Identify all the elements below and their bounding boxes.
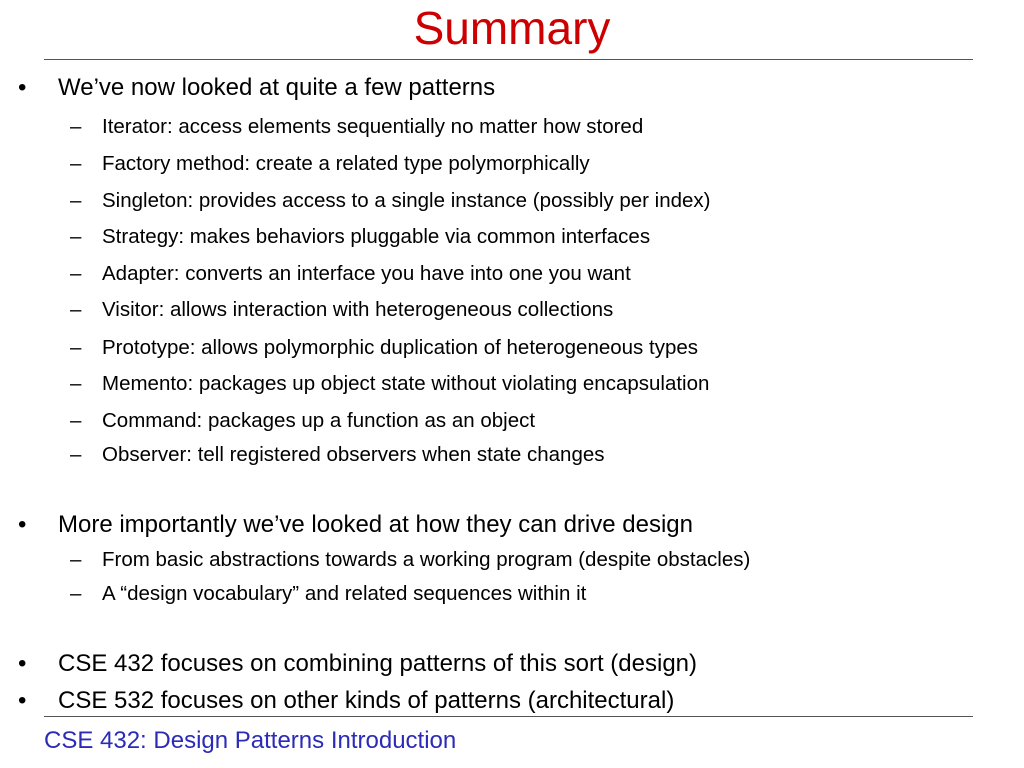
sub-bullet-item	[70, 442, 605, 468]
sub-bullet-item	[70, 151, 590, 177]
bullet-item	[18, 510, 693, 540]
sub-bullet-marker: –	[70, 548, 82, 571]
sub-bullet-marker: –	[70, 152, 82, 175]
sub-bullet-item	[70, 335, 698, 361]
sub-bullet-item	[70, 114, 643, 140]
sub-bullet-marker: –	[70, 443, 82, 466]
bullet-marker: •	[18, 650, 27, 677]
sub-bullet-marker: –	[70, 372, 82, 395]
sub-bullet-item	[70, 261, 631, 287]
sub-bullet-marker: –	[70, 262, 82, 285]
slide-footer: CSE 432: Design Patterns Introduction	[44, 727, 457, 754]
slide-title: Summary	[413, 2, 611, 54]
sub-bullet-item	[70, 547, 750, 573]
sub-bullet-item	[70, 188, 711, 214]
sub-bullet-item	[70, 408, 535, 434]
footer-divider	[44, 716, 973, 717]
sub-bullet-text: Iterator: access elements sequentially no matter how stored	[102, 115, 644, 138]
sub-bullet-text: Adapter: converts an interface you have into one you want	[102, 262, 631, 285]
sub-bullet-marker: –	[70, 189, 82, 212]
bullet-item	[18, 649, 697, 679]
bullet-text: CSE 432 focuses on combining patterns of this sort (design)	[58, 650, 697, 677]
sub-bullet-marker: –	[70, 582, 82, 605]
title-divider	[44, 59, 973, 60]
sub-bullet-text: Prototype: allows polymorphic duplication of heterogeneous types	[102, 336, 698, 359]
bullet-marker: •	[18, 687, 27, 714]
sub-bullet-item	[70, 371, 709, 397]
sub-bullet-text: Strategy: makes behaviors pluggable via common interfaces	[102, 225, 651, 248]
sub-bullet-marker: –	[70, 336, 82, 359]
sub-bullet-text: Visitor: allows interaction with heterogeneous collections	[102, 298, 614, 321]
sub-bullet-text: Singleton: provides access to a single instance (possibly per index)	[102, 189, 711, 212]
bullet-marker: •	[18, 74, 27, 101]
sub-bullet-item	[70, 297, 613, 323]
sub-bullet-marker: –	[70, 115, 82, 138]
sub-bullet-item	[70, 224, 650, 250]
bullet-marker: •	[18, 511, 27, 538]
bullet-text: More importantly we’ve looked at how they can drive design	[58, 511, 693, 538]
bullet-text: We’ve now looked at quite a few patterns	[58, 74, 496, 101]
sub-bullet-text: Command: packages up a function as an object	[102, 409, 536, 432]
sub-bullet-marker: –	[70, 298, 82, 321]
sub-bullet-text: From basic abstractions towards a working program (despite obstacles)	[102, 548, 751, 571]
sub-bullet-marker: –	[70, 225, 82, 248]
bullet-item	[18, 73, 495, 103]
bullet-text: CSE 532 focuses on other kinds of patterns (architectural)	[58, 687, 675, 714]
sub-bullet-text: Factory method: create a related type polymorphically	[102, 152, 590, 175]
sub-bullet-text: A “design vocabulary” and related sequences within it	[102, 582, 587, 605]
sub-bullet-text: Observer: tell registered observers when state changes	[102, 443, 605, 466]
sub-bullet-marker: –	[70, 409, 82, 432]
bullet-item	[18, 686, 674, 716]
sub-bullet-text: Memento: packages up object state without violating encapsulation	[102, 372, 710, 395]
sub-bullet-item	[70, 581, 586, 607]
